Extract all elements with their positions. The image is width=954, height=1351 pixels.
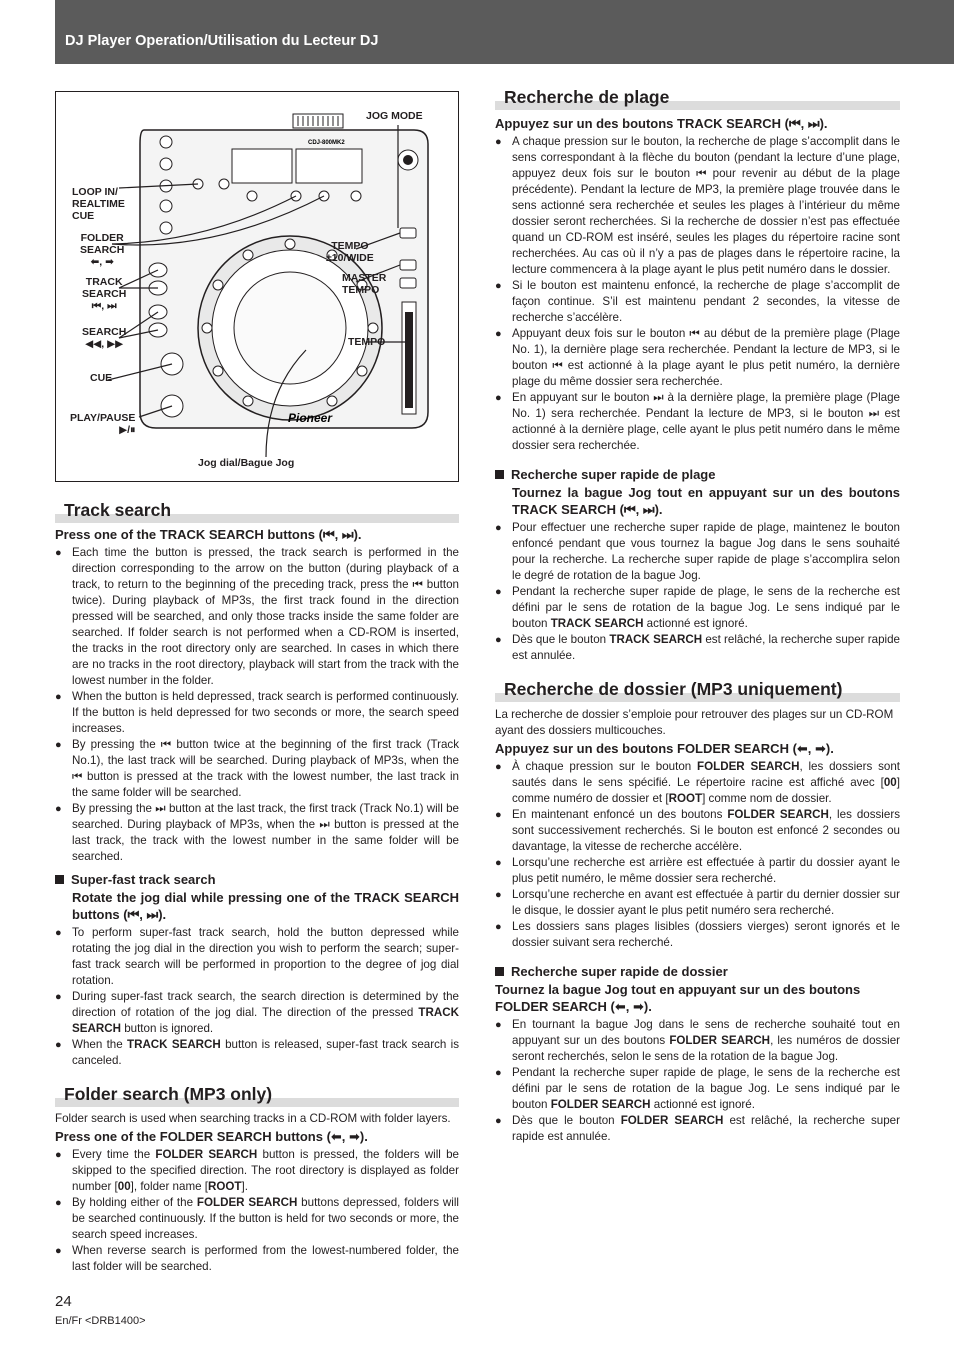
text: À chaque pression sur le bouton xyxy=(512,760,698,773)
text: Lorsqu’une recherche est arrière est effectuée à partir du dossier ayant le plus petit numéro, le même dossier sera recherché. xyxy=(512,856,900,885)
super-dossier-heading xyxy=(495,963,900,980)
text-bold: TRACK SEARCH xyxy=(72,1006,459,1035)
list-item: ● A chaque pression sur le bouton, la recherche de plage s’accomplit dans le sens correspondant à la flèche du bouton (pendant la lecture d’une plage, appuyez deux fois sur le bouton ⏮ pour revenir au début de la plage précédente). Pendant la lecture de MP3, la première plage trouvée dans le sens actionné sera recherchée et seules les plages à l’intérieur du même dossier seront recherchées. Si la recherche de dossier n’est pas effectuée quand un CD-ROM est inséré, seules les plages du répertoire racine sont recherchées. Au cas où il n’y a pas de plages dans le répertoire racine, la lecture commencera à la plage ayant le plus petit numéro dans le dossier. xyxy=(495,134,900,278)
text: , les numéros de dossier seront recherchés, selon le sens de la rotation de la bague Jog. xyxy=(512,1034,900,1063)
track-search-instruction: Press one of the TRACK SEARCH buttons (⏮, ⏭). xyxy=(55,527,362,542)
super-fast-list xyxy=(55,925,459,1069)
super-fast-instruction: Rotate the jog dial while pressing one of the TRACK SEARCH buttons (⏮, ⏭). xyxy=(72,890,459,922)
label-track-search: TRACK SEARCH ⏮, ⏭ xyxy=(82,276,127,312)
text: button is ignored. xyxy=(120,1022,214,1035)
text-bold: 00 xyxy=(117,1180,131,1193)
left-column xyxy=(55,499,459,1275)
text: ], folder name [ xyxy=(130,1180,209,1193)
recherche-plage-instruction: Appuyez sur un des boutons TRACK SEARCH (⏮, ⏭). xyxy=(495,116,828,131)
pioneer-logo: Pioneer xyxy=(288,411,333,425)
text-bold: FOLDER SEARCH xyxy=(155,1148,258,1161)
list-item: ● By pressing the ⏮ button twice at the beginning of the first track (Track No.1), the last track will be searched. During playback of MP3s, when the ⏮ button is pressed at the track with the lowest number, the last track in the same folder will be searched. xyxy=(55,737,459,801)
text: During super-fast track search, the search direction is determined by the direction of rotation of the jog dial. The direction of the pressed xyxy=(72,990,459,1019)
text: button is pressed, the folders will be skipped to the specified direction. The root directory is displayed as folder number [ xyxy=(72,1148,459,1193)
header-bar xyxy=(55,0,954,64)
list-item xyxy=(495,855,900,887)
text-bold: ROOT xyxy=(668,792,703,805)
text: Dès que le bouton xyxy=(512,1114,621,1127)
text: actionné est ignoré. xyxy=(643,617,748,630)
document-ref: En/Fr <DRB1400> xyxy=(55,1315,146,1327)
recherche-plage-heading: Recherche de plage xyxy=(495,86,900,110)
text-bold: FOLDER SEARCH xyxy=(669,1034,771,1047)
super-plage-list xyxy=(495,520,900,664)
list-item xyxy=(55,1195,459,1243)
label-search: SEARCH ◀◀, ▶▶ xyxy=(82,326,127,350)
list-item xyxy=(495,759,900,807)
text-bold: TRACK SEARCH xyxy=(609,633,703,646)
label-play-pause: PLAY/PAUSE ▶/⏸ xyxy=(70,412,136,436)
label-cue: CUE xyxy=(90,372,113,384)
list-item xyxy=(495,1113,900,1145)
list-item xyxy=(495,584,900,632)
super-plage-heading-text: Recherche super rapide de plage xyxy=(511,467,716,482)
text: To perform super-fast track search, hold the button depressed while rotating the jog dial in the direction you wish to perform the search; super-fast track search will be performed in proportion to the degree of jog dial rotation. xyxy=(72,926,459,987)
cdj-diagram xyxy=(55,91,459,482)
text-bold: FOLDER SEARCH xyxy=(196,1196,298,1209)
text: ] comme numéro de dossier et [ xyxy=(512,776,900,805)
track-search-list xyxy=(55,545,459,865)
list-item: ● Each time the button is pressed, the track search is performed in the direction corresponding to the arrow on the button (during playback of a track, to return to the beginning of the preceding track, press the ⏮ button twice). During playback of MP3s, the first track found in the direction pressed will be searched, and only those tracks inside the same folder are searched. If folder search is not performed when a CD-ROM is inserted, the tracks in the root directory only are searched. In cases in which there are no tracks in the root directory, playback will start from the track with the lowest number in the folder. xyxy=(55,545,459,689)
folder-search-instruction: Press one of the FOLDER SEARCH buttons (⬅, ➡). xyxy=(55,1129,368,1144)
text: Every time the xyxy=(72,1148,156,1161)
super-plage-heading xyxy=(495,466,900,483)
header-title: DJ Player Operation/Utilisation du Lecteur DJ xyxy=(65,33,379,49)
label-folder-search: FOLDER SEARCH ⬅, ➡ xyxy=(80,232,125,268)
super-dossier-instruction: Tournez la bague Jog tout en appuyant sur un des boutons FOLDER SEARCH (⬅, ➡). xyxy=(495,982,861,1014)
list-item xyxy=(495,1017,900,1065)
text: When the xyxy=(72,1038,127,1051)
text-bold: TRACK SEARCH xyxy=(550,617,644,630)
list-item: ● Si le bouton est maintenu enfoncé, la recherche de plage s’accomplit de façon continue. S’il est maintenu pendant 2 secondes, la vitesse de recherche s’accélère. xyxy=(495,278,900,326)
text-bold: TRACK SEARCH xyxy=(126,1038,221,1051)
list-item xyxy=(495,1065,900,1113)
text-bold: ROOT xyxy=(208,1180,242,1193)
text-bold: FOLDER SEARCH xyxy=(550,1098,651,1111)
text: Pendant la recherche super rapide de plage, le sens de la recherche est défini par le sens de rotation de la bague Jog. Le sens indiqué par le bouton xyxy=(512,585,900,630)
text: button is released, super-fast track search is canceled. xyxy=(72,1038,459,1067)
text: actionné est ignoré. xyxy=(650,1098,755,1111)
model-label: CDJ-800MK2 xyxy=(308,140,345,146)
label-jog-dial: Jog dial/Bague Jog xyxy=(198,457,295,469)
list-item xyxy=(55,1037,459,1069)
label-tempo-wide: TEMPO ±10/WIDE xyxy=(326,240,374,264)
list-item xyxy=(55,925,459,989)
list-item: ● En appuyant sur le bouton ⏭ à la dernière plage, la première plage (Plage No. 1) sera recherchée. Pendant la lecture de MP3, si le bouton ⏭ est actionné à la dernière plage, celle ayant le plus petit numéro dans le même dossier sera recherchée. xyxy=(495,390,900,454)
label-tempo: TEMPO xyxy=(348,336,386,348)
list-item xyxy=(495,632,900,664)
text-bold: 00 xyxy=(883,776,897,789)
text: Dès que le bouton xyxy=(512,633,610,646)
list-item xyxy=(55,1243,459,1275)
list-item: ● By pressing the ⏭ button at the last track, the first track (Track No.1) will be searched. During playback of MP3s, when the ⏭ button is pressed at the last track, the track with the lowest number in the same folder will be searched. xyxy=(55,801,459,865)
super-dossier-heading-text: Recherche super rapide de dossier xyxy=(511,964,728,979)
recherche-dossier-heading: Recherche de dossier (MP3 uniquement) xyxy=(495,678,900,702)
super-dossier-list xyxy=(495,1017,900,1145)
text: By holding either of the xyxy=(72,1196,197,1209)
list-item xyxy=(495,919,900,951)
list-item xyxy=(55,1147,459,1195)
folder-search-heading: Folder search (MP3 only) xyxy=(55,1083,459,1107)
track-search-heading: Track search xyxy=(55,499,459,523)
list-item xyxy=(55,989,459,1037)
list-item: ● When the button is held depressed, track search is performed continuously. If the button is held depressed for two seconds or more, the search speed increases. xyxy=(55,689,459,737)
page-number: 24 xyxy=(55,1293,72,1310)
folder-search-intro: Folder search is used when searching tracks in a CD-ROM with folder layers. xyxy=(55,1112,451,1125)
text: Pendant la recherche super rapide de plage, le sens de la recherche est défini par le sens de rotation de la bague Jog. Le sens indiqué par le bouton xyxy=(512,1066,900,1111)
text: When reverse search is performed from the lowest-numbered folder, the last folder will be searched. xyxy=(72,1244,459,1273)
text: est relâché, la recherche super rapide est annulée. xyxy=(512,1114,900,1143)
text: ] comme nom de dossier. xyxy=(702,792,832,805)
text-bold: FOLDER SEARCH xyxy=(620,1114,724,1127)
super-plage-instruction: Tournez la bague Jog tout en appuyant sur un des boutons TRACK SEARCH (⏮, ⏭). xyxy=(512,485,900,517)
text: ]. xyxy=(241,1180,248,1193)
label-jog-mode: JOG MODE xyxy=(366,110,423,122)
super-fast-heading xyxy=(55,871,459,888)
list-item xyxy=(495,887,900,919)
text: Les dossiers sans plages lisibles (dossiers vierges) seront ignorés et le dossier suivant sera recherché. xyxy=(512,920,900,949)
text: , les dossiers sont sautés dans le sens spécifié. Le répertoire racine est affiché avec [ xyxy=(512,760,900,789)
text: est relâché, la recherche super rapide est annulée. xyxy=(512,633,900,662)
text: Pour effectuer une recherche super rapide de plage, maintenez le bouton enfoncé pendant que vous tournez la bague Jog dans le sens souhaité pour la recherche. La recherche super rapide de plage s’accomplira selon le degré de rotation de la bague Jog. xyxy=(512,521,900,582)
text: , les dossiers sont successivement recherchés. Si le bouton est enfoncé 2 secondes ou davantage, la vitesse de recherche accélère. xyxy=(512,808,900,853)
list-item: ● Appuyant deux fois sur le bouton ⏮ au début de la première plage (Plage No. 1), la dernière plage sera recherchée. Pendant la lecture de MP3, si le bouton ⏮ est actionné à la plage ayant le plus petit numéro, la dernière plage du même dossier sera recherchée. xyxy=(495,326,900,390)
recherche-dossier-list xyxy=(495,759,900,951)
text: En maintenant enfoncé un des boutons xyxy=(512,808,728,821)
text: buttons depressed, folders will be searched continuously. If the button is held for two seconds or more, the search speed increases. xyxy=(72,1196,459,1241)
label-master-tempo: MASTER TEMPO xyxy=(342,272,387,296)
super-fast-heading-text: Super-fast track search xyxy=(71,872,216,887)
list-item xyxy=(495,520,900,584)
text-bold: FOLDER SEARCH xyxy=(727,808,829,821)
label-loop: LOOP IN/ REALTIME CUE xyxy=(72,186,125,222)
text: Lorsqu’une recherche en avant est effectuée à partir du dernier dossier sur le disque, le dossier ayant le plus petit numéro sera recherché. xyxy=(512,888,900,917)
text: En tournant la bague Jog dans le sens de recherche souhaité tout en appuyant sur un des boutons xyxy=(512,1018,900,1047)
recherche-dossier-instruction: Appuyez sur un des boutons FOLDER SEARCH (⬅, ➡). xyxy=(495,741,834,756)
recherche-plage-list xyxy=(495,134,900,454)
right-column xyxy=(495,86,900,1145)
folder-search-list xyxy=(55,1147,459,1275)
list-item xyxy=(495,807,900,855)
text-bold: FOLDER SEARCH xyxy=(697,760,800,773)
recherche-dossier-intro: La recherche de dossier s’emploie pour retrouver des plages sur un CD-ROM ayant des dossiers multicouches. xyxy=(495,708,894,737)
